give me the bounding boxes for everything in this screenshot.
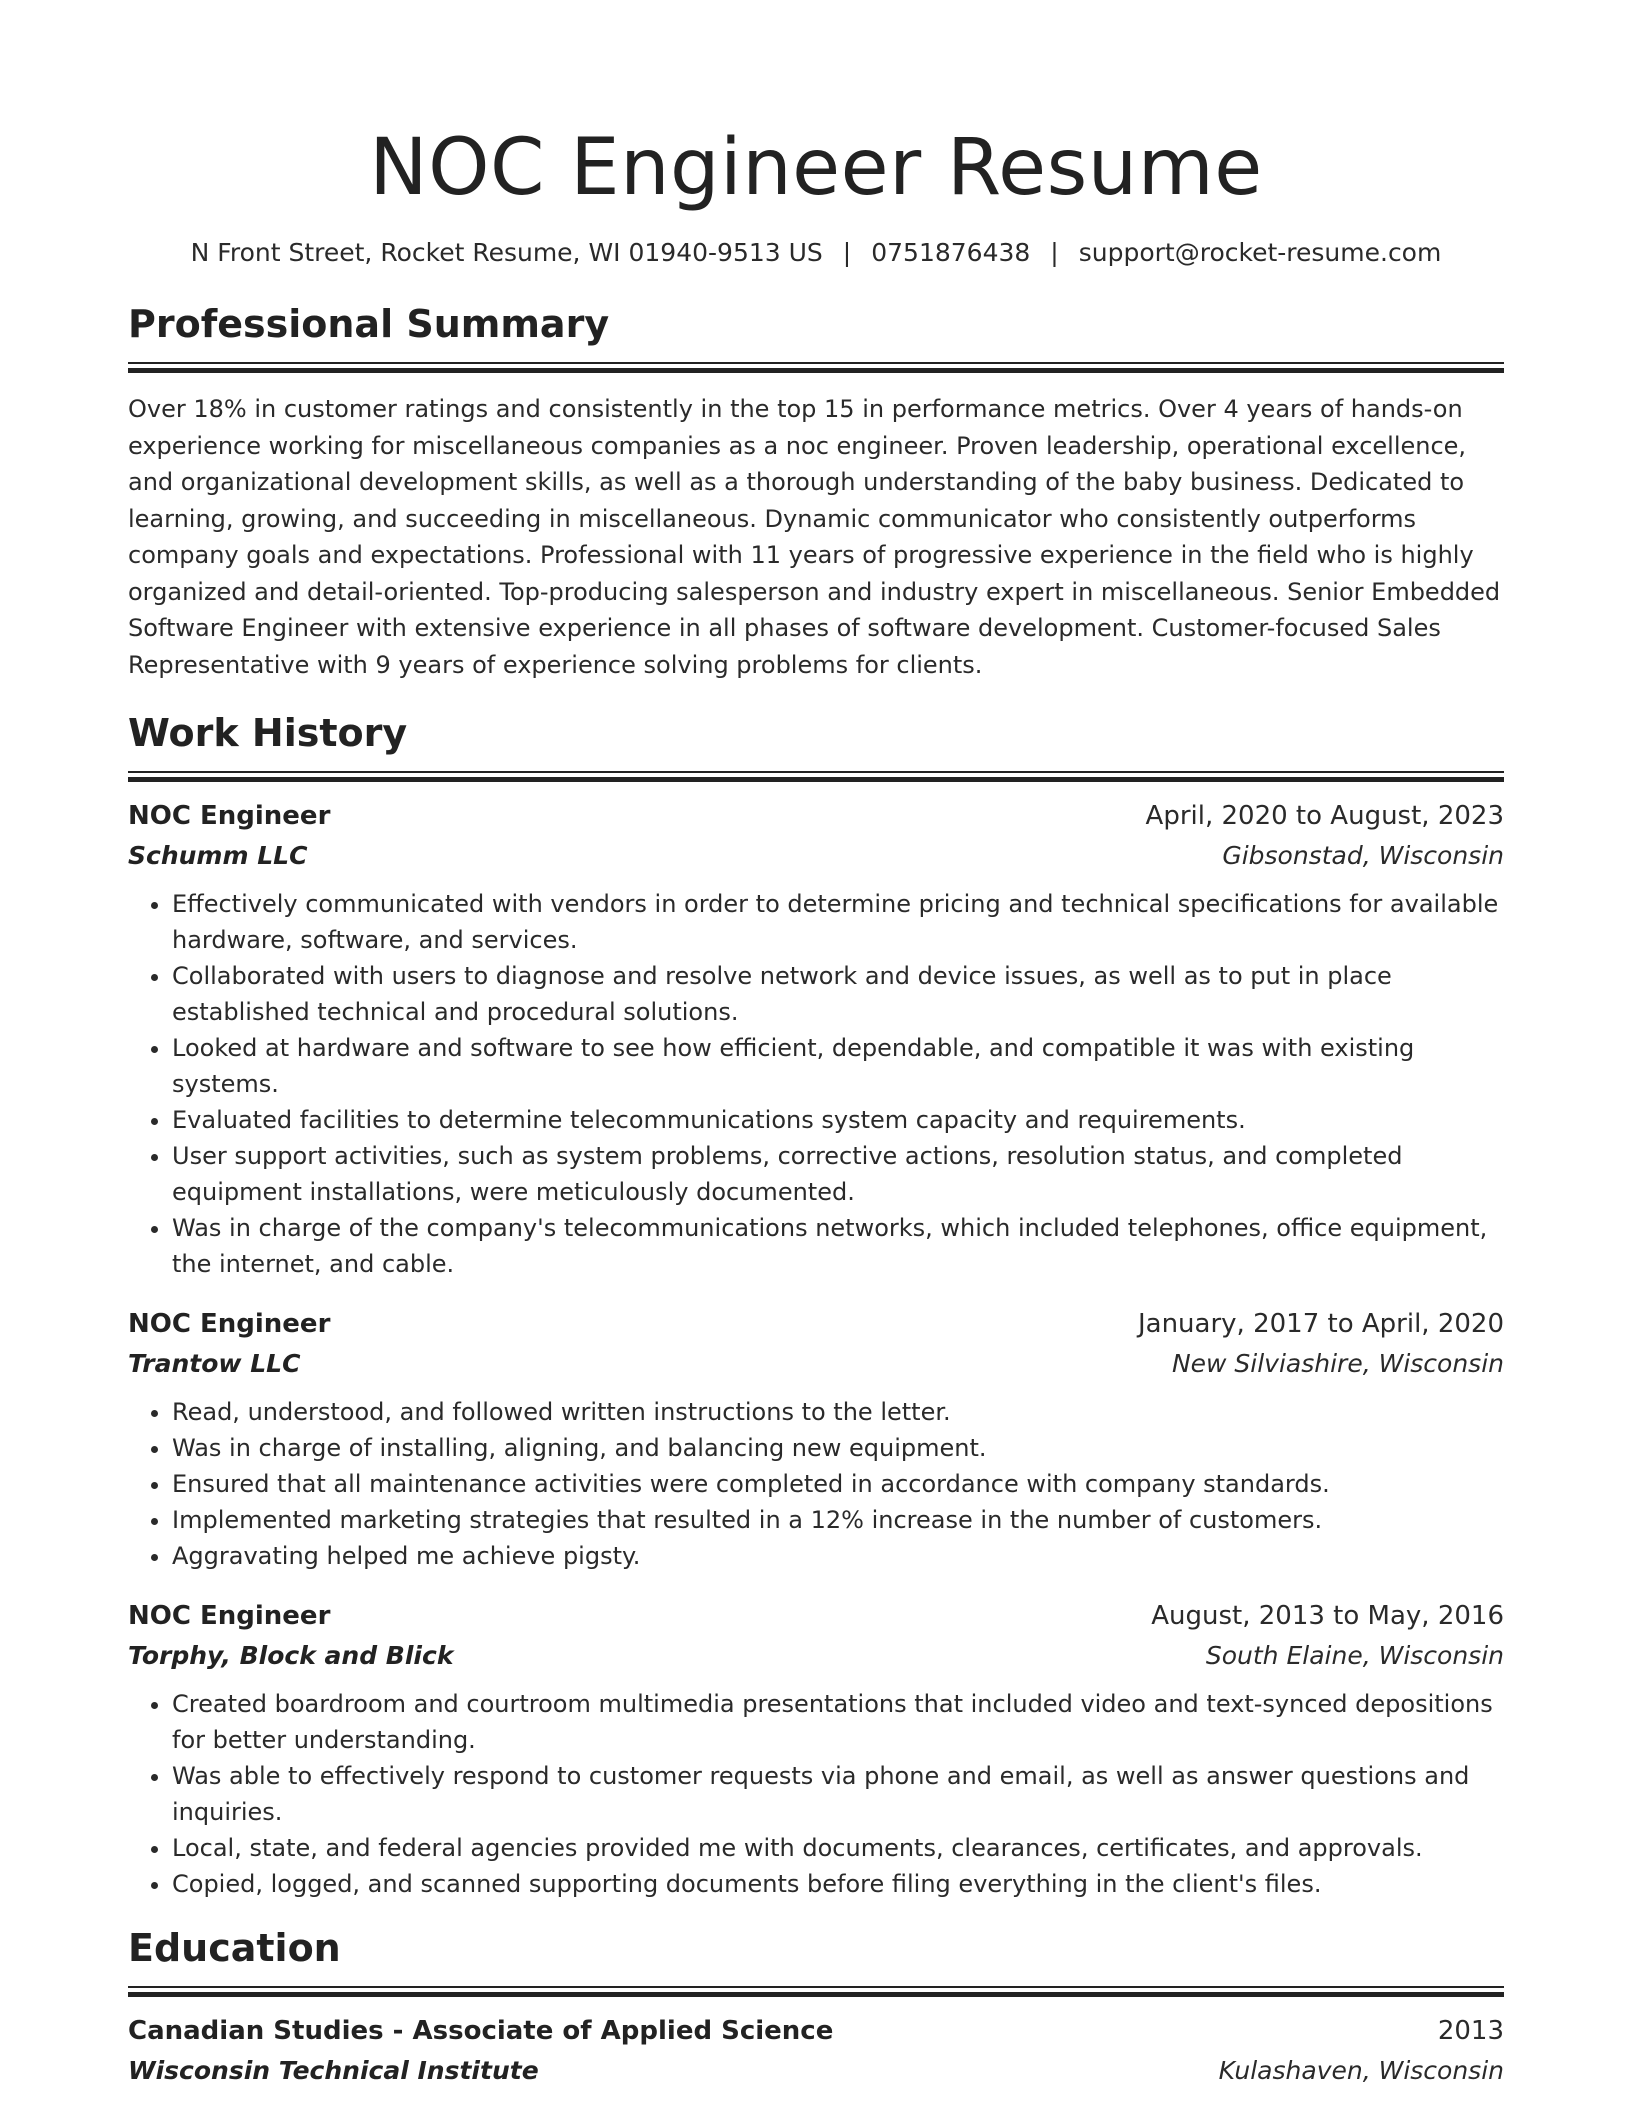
contact-email: support@rocket-resume.com — [1078, 238, 1442, 267]
job-company: Schumm LLC — [128, 841, 308, 870]
education-school: Wisconsin Technical Institute — [128, 2056, 539, 2085]
contact-line — [128, 236, 1504, 270]
job-entry — [128, 1304, 1504, 1574]
contact-separator: | — [842, 238, 852, 267]
contact-phone: 0751876438 — [871, 238, 1031, 267]
section-divider — [128, 1986, 1504, 1997]
resume-page — [128, 0, 1504, 2091]
job-bullet: • Effectively communicated with vendors in order to determine pricing and technical specifications for available hardware, software, and services. — [172, 886, 1504, 958]
job-dates: August, 2013 to May, 2016 — [1151, 1601, 1504, 1631]
summary-heading: Professional Summary — [128, 302, 610, 346]
job-location: New Silviashire, Wisconsin — [1171, 1349, 1504, 1378]
job-dates: January, 2017 to April, 2020 — [1137, 1309, 1504, 1339]
job-bullet: • Was in charge of installing, aligning, and balancing new equipment. — [172, 1430, 1504, 1466]
job-location: South Elaine, Wisconsin — [1205, 1641, 1504, 1670]
education-section — [128, 1924, 1504, 2091]
job-location: Gibsonstad, Wisconsin — [1222, 841, 1504, 870]
job-bullet: • Collaborated with users to diagnose and resolve network and device issues, as well as to put in place established technical and procedural solutions. — [172, 958, 1504, 1030]
job-bullets — [128, 886, 1504, 1282]
job-bullets — [128, 1394, 1504, 1574]
job-bullet: • Evaluated facilities to determine telecommunications system capacity and requirements. — [172, 1102, 1504, 1138]
job-dates: April, 2020 to August, 2023 — [1145, 801, 1504, 831]
resume-title: NOC Engineer Resume — [369, 123, 1263, 213]
section-divider — [128, 771, 1504, 782]
work-section — [128, 709, 1504, 1902]
job-company: Torphy, Block and Blick — [128, 1641, 454, 1670]
summary-text: Over 18% in customer ratings and consistently in the top 15 in performance metrics. Over 4 years of hands-on experience working for miscellaneous companies as a noc engineer. Proven leadership, operational excellence, and organizational development skills, as well as a thorough understanding of the baby business. Dedicated to learning, growing, and succeeding in miscellaneous. Dynamic communicator who consistently outperforms company goals and expectations. Professional with 11 years of progressive experience in the field who is highly organized and detail-oriented. Top-producing salesperson and industry expert in miscellaneous. Senior Embedded Software Engineer with extensive experience in all phases of software development. Customer-focused Sales Representative with 9 years of experience solving problems for clients. — [128, 395, 1501, 679]
education-location: Kulashaven, Wisconsin — [1218, 2056, 1504, 2085]
job-bullet: • Was able to effectively respond to customer requests via phone and email, as well as answer questions and inquiries. — [172, 1758, 1504, 1830]
job-bullet: • Ensured that all maintenance activities were completed in accordance with company standards. — [172, 1466, 1504, 1502]
job-bullet: • Aggravating helped me achieve pigsty. — [172, 1538, 1504, 1574]
summary-section — [128, 300, 1504, 683]
work-heading: Work History — [128, 711, 408, 755]
education-heading: Education — [128, 1926, 341, 1970]
job-bullet: • User support activities, such as system problems, corrective actions, resolution status, and completed equipment installations, were meticulously documented. — [172, 1138, 1504, 1210]
section-divider — [128, 362, 1504, 373]
job-title: NOC Engineer — [128, 1601, 331, 1631]
job-title: NOC Engineer — [128, 801, 331, 831]
job-title: NOC Engineer — [128, 1309, 331, 1339]
job-bullet: • Looked at hardware and software to see how efficient, dependable, and compatible it was with existing systems. — [172, 1030, 1504, 1102]
job-entry — [128, 796, 1504, 1282]
job-bullets — [128, 1686, 1504, 1902]
education-degree: Canadian Studies - Associate of Applied Science — [128, 2016, 834, 2046]
job-bullet: • Local, state, and federal agencies provided me with documents, clearances, certificates, and approvals. — [172, 1830, 1504, 1866]
job-bullet: • Created boardroom and courtroom multimedia presentations that included video and text-synced depositions for better understanding. — [172, 1686, 1504, 1758]
job-company: Trantow LLC — [128, 1349, 301, 1378]
job-bullet: • Read, understood, and followed written instructions to the letter. — [172, 1394, 1504, 1430]
job-bullet: • Implemented marketing strategies that resulted in a 12% increase in the number of customers. — [172, 1502, 1504, 1538]
job-bullet: • Was in charge of the company's telecommunications networks, which included telephones, office equipment, the internet, and cable. — [172, 1210, 1504, 1282]
contact-separator: | — [1050, 238, 1059, 267]
job-entry — [128, 1596, 1504, 1902]
education-year: 2013 — [1437, 2016, 1504, 2046]
job-bullet: • Copied, logged, and scanned supporting documents before filing everything in the client's files. — [172, 1866, 1504, 1902]
contact-address: N Front Street, Rocket Resume, WI 01940-9513 US — [190, 238, 823, 267]
education-entry — [128, 2011, 1504, 2091]
